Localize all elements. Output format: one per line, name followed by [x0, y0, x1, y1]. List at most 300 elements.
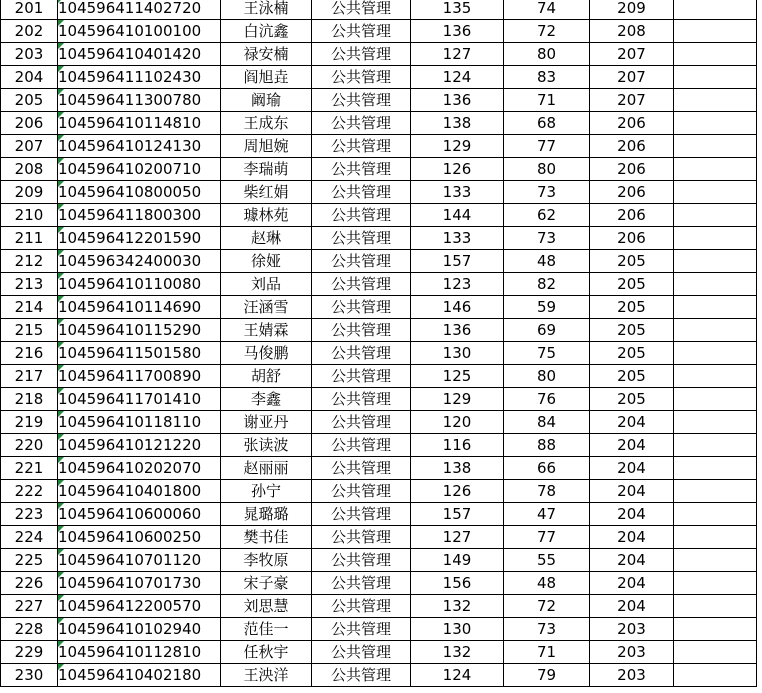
empty-cell[interactable] [674, 0, 757, 20]
empty-cell[interactable] [674, 227, 757, 250]
name-cell[interactable] [221, 572, 312, 595]
table-row [1, 158, 757, 181]
total-score-cell[interactable] [590, 135, 674, 158]
score-1-cell[interactable] [411, 480, 504, 503]
candidate-id-cell-text: 104596410800050 [58, 183, 202, 201]
total-score-cell-text: 206 [617, 206, 646, 224]
total-score-cell[interactable] [590, 526, 674, 549]
empty-cell[interactable] [674, 480, 757, 503]
candidate-id-cell[interactable] [58, 204, 221, 227]
score-1-cell[interactable] [411, 641, 504, 664]
seq-cell[interactable] [1, 227, 58, 250]
total-score-cell[interactable] [590, 158, 674, 181]
candidate-id-cell[interactable] [58, 480, 221, 503]
seq-cell[interactable] [1, 66, 58, 89]
candidate-id-cell[interactable] [58, 572, 221, 595]
name-cell[interactable] [221, 411, 312, 434]
score-1-cell[interactable] [411, 296, 504, 319]
score-2-cell[interactable] [504, 480, 590, 503]
score-1-cell[interactable] [411, 457, 504, 480]
seq-cell[interactable] [1, 595, 58, 618]
name-cell-text: 谢亚丹 [243, 413, 289, 431]
total-score-cell[interactable] [590, 549, 674, 572]
candidate-id-cell[interactable] [58, 641, 221, 664]
score-2-cell[interactable] [504, 572, 590, 595]
total-score-cell[interactable] [590, 296, 674, 319]
major-cell[interactable] [312, 181, 411, 204]
empty-cell[interactable] [674, 20, 757, 43]
score-2-cell[interactable] [504, 641, 590, 664]
major-cell[interactable] [312, 273, 411, 296]
score-2-cell[interactable] [504, 20, 590, 43]
seq-cell-text: 209 [14, 183, 44, 201]
score-2-cell[interactable] [504, 595, 590, 618]
seq-cell[interactable] [1, 273, 58, 296]
major-cell[interactable] [312, 641, 411, 664]
candidate-id-cell[interactable] [58, 457, 221, 480]
score-1-cell[interactable] [411, 273, 504, 296]
total-score-cell[interactable] [590, 365, 674, 388]
candidate-id-cell-text: 104596411300780 [58, 91, 202, 109]
major-cell[interactable] [312, 0, 411, 20]
score-1-cell[interactable] [411, 20, 504, 43]
candidate-id-cell[interactable] [58, 503, 221, 526]
seq-cell[interactable] [1, 158, 58, 181]
score-1-cell[interactable] [411, 411, 504, 434]
candidate-id-cell[interactable] [58, 135, 221, 158]
major-cell[interactable] [312, 204, 411, 227]
score-2-cell[interactable] [504, 365, 590, 388]
name-cell[interactable] [221, 595, 312, 618]
score-1-cell[interactable] [411, 526, 504, 549]
total-score-cell-text: 206 [617, 114, 646, 132]
name-cell[interactable] [221, 227, 312, 250]
error-indicator-icon [58, 342, 64, 348]
score-2-cell[interactable] [504, 342, 590, 365]
total-score-cell[interactable] [590, 388, 674, 411]
candidate-id-cell[interactable] [58, 158, 221, 181]
score-2-cell[interactable] [504, 296, 590, 319]
name-cell[interactable] [221, 480, 312, 503]
empty-cell[interactable] [674, 89, 757, 112]
seq-cell[interactable] [1, 181, 58, 204]
score-1-cell[interactable] [411, 43, 504, 66]
candidate-id-cell[interactable] [58, 227, 221, 250]
score-1-cell-text: 132 [442, 643, 472, 661]
empty-cell[interactable] [674, 595, 757, 618]
total-score-cell[interactable] [590, 572, 674, 595]
total-score-cell[interactable] [590, 342, 674, 365]
seq-cell[interactable] [1, 296, 58, 319]
score-2-cell[interactable] [504, 158, 590, 181]
score-1-cell-text: 127 [442, 45, 472, 63]
total-score-cell[interactable] [590, 411, 674, 434]
total-score-cell[interactable] [590, 0, 674, 20]
major-cell[interactable] [312, 250, 411, 273]
score-1-cell[interactable] [411, 319, 504, 342]
empty-cell[interactable] [674, 664, 757, 687]
name-cell[interactable] [221, 457, 312, 480]
candidate-id-cell[interactable] [58, 112, 221, 135]
major-cell[interactable] [312, 618, 411, 641]
score-2-cell[interactable] [504, 227, 590, 250]
total-score-cell-text: 206 [617, 160, 646, 178]
empty-cell[interactable] [674, 319, 757, 342]
empty-cell[interactable] [674, 112, 757, 135]
seq-cell[interactable] [1, 0, 58, 20]
score-1-cell-text: 124 [442, 666, 472, 684]
name-cell-text: 范佳一 [243, 620, 289, 638]
name-cell-text: 李瑞萌 [243, 160, 289, 178]
score-1-cell[interactable] [411, 0, 504, 20]
table-row [1, 549, 757, 572]
seq-cell[interactable] [1, 480, 58, 503]
error-indicator-icon [58, 227, 64, 233]
score-2-cell-text: 47 [536, 505, 557, 523]
seq-cell[interactable] [1, 503, 58, 526]
seq-cell[interactable] [1, 618, 58, 641]
score-2-cell[interactable] [504, 250, 590, 273]
name-cell[interactable] [221, 296, 312, 319]
major-cell[interactable] [312, 342, 411, 365]
score-2-cell[interactable] [504, 0, 590, 20]
score-2-cell[interactable] [504, 181, 590, 204]
candidate-id-cell-text: 104596410100100 [58, 22, 202, 40]
empty-cell[interactable] [674, 618, 757, 641]
total-score-cell[interactable] [590, 273, 674, 296]
score-2-cell[interactable] [504, 43, 590, 66]
empty-cell[interactable] [674, 434, 757, 457]
score-1-cell-text: 129 [442, 137, 472, 155]
score-1-cell[interactable] [411, 135, 504, 158]
major-cell[interactable] [312, 66, 411, 89]
name-cell[interactable] [221, 618, 312, 641]
name-cell[interactable] [221, 20, 312, 43]
seq-cell-text: 204 [14, 68, 44, 86]
seq-cell-text: 201 [14, 0, 44, 17]
score-2-cell[interactable] [504, 457, 590, 480]
total-score-cell[interactable] [590, 319, 674, 342]
major-cell[interactable] [312, 135, 411, 158]
score-1-cell-text: 136 [442, 91, 472, 109]
name-cell-text: 胡舒 [250, 367, 281, 385]
major-cell[interactable] [312, 112, 411, 135]
major-cell[interactable] [312, 595, 411, 618]
seq-cell[interactable] [1, 135, 58, 158]
score-1-cell[interactable] [411, 365, 504, 388]
major-cell[interactable] [312, 549, 411, 572]
seq-cell-text: 202 [14, 22, 44, 40]
name-cell[interactable] [221, 158, 312, 181]
score-2-cell[interactable] [504, 388, 590, 411]
major-cell[interactable] [312, 20, 411, 43]
name-cell[interactable] [221, 549, 312, 572]
score-2-cell[interactable] [504, 411, 590, 434]
empty-cell[interactable] [674, 250, 757, 273]
score-2-cell[interactable] [504, 618, 590, 641]
error-indicator-icon [58, 0, 64, 3]
score-1-cell[interactable] [411, 89, 504, 112]
score-2-cell[interactable] [504, 66, 590, 89]
score-1-cell[interactable] [411, 66, 504, 89]
score-2-cell-text: 77 [536, 137, 557, 155]
major-cell[interactable] [312, 411, 411, 434]
major-cell[interactable] [312, 158, 411, 181]
name-cell[interactable] [221, 526, 312, 549]
name-cell[interactable] [221, 388, 312, 411]
score-1-cell[interactable] [411, 112, 504, 135]
score-1-cell[interactable] [411, 181, 504, 204]
score-1-cell[interactable] [411, 549, 504, 572]
candidate-id-cell[interactable] [58, 296, 221, 319]
candidate-id-cell[interactable] [58, 250, 221, 273]
seq-cell[interactable] [1, 388, 58, 411]
major-cell-text: 公共管理 [330, 344, 391, 362]
total-score-cell-text: 205 [617, 367, 646, 385]
total-score-cell[interactable] [590, 227, 674, 250]
seq-cell[interactable] [1, 204, 58, 227]
empty-cell[interactable] [674, 388, 757, 411]
score-2-cell-text: 55 [536, 551, 557, 569]
empty-cell[interactable] [674, 365, 757, 388]
candidate-id-cell-text: 104596410200710 [58, 160, 202, 178]
total-score-cell[interactable] [590, 641, 674, 664]
name-cell[interactable] [221, 342, 312, 365]
major-cell[interactable] [312, 664, 411, 687]
score-1-cell[interactable] [411, 572, 504, 595]
seq-cell[interactable] [1, 43, 58, 66]
score-1-cell[interactable] [411, 250, 504, 273]
candidate-id-cell[interactable] [58, 66, 221, 89]
score-1-cell[interactable] [411, 388, 504, 411]
seq-cell[interactable] [1, 411, 58, 434]
name-cell-text: 孙宁 [250, 482, 281, 500]
score-2-cell[interactable] [504, 549, 590, 572]
score-2-cell[interactable] [504, 319, 590, 342]
empty-cell[interactable] [674, 457, 757, 480]
seq-cell[interactable] [1, 112, 58, 135]
score-2-cell[interactable] [504, 204, 590, 227]
candidate-id-cell[interactable] [58, 181, 221, 204]
error-indicator-icon [58, 480, 64, 486]
total-score-cell[interactable] [590, 250, 674, 273]
major-cell-text: 公共管理 [330, 114, 391, 132]
major-cell[interactable] [312, 457, 411, 480]
total-score-cell-text: 205 [617, 252, 646, 270]
seq-cell-text: 219 [14, 413, 44, 431]
score-2-cell[interactable] [504, 112, 590, 135]
major-cell-text: 公共管理 [330, 298, 391, 316]
total-score-cell[interactable] [590, 457, 674, 480]
major-cell[interactable] [312, 89, 411, 112]
empty-cell[interactable] [674, 181, 757, 204]
major-cell[interactable] [312, 480, 411, 503]
total-score-cell[interactable] [590, 503, 674, 526]
seq-cell[interactable] [1, 365, 58, 388]
candidate-id-cell[interactable] [58, 434, 221, 457]
name-cell[interactable] [221, 319, 312, 342]
total-score-cell[interactable] [590, 664, 674, 687]
candidate-id-cell[interactable] [58, 365, 221, 388]
seq-cell[interactable] [1, 526, 58, 549]
score-1-cell-text: 133 [442, 229, 472, 247]
name-cell[interactable] [221, 365, 312, 388]
total-score-cell[interactable] [590, 43, 674, 66]
candidate-id-cell[interactable] [58, 89, 221, 112]
major-cell[interactable] [312, 296, 411, 319]
empty-cell[interactable] [674, 411, 757, 434]
major-cell[interactable] [312, 503, 411, 526]
major-cell[interactable] [312, 365, 411, 388]
empty-cell[interactable] [674, 572, 757, 595]
name-cell[interactable] [221, 250, 312, 273]
candidate-id-cell[interactable] [58, 43, 221, 66]
major-cell[interactable] [312, 526, 411, 549]
score-2-cell[interactable] [504, 526, 590, 549]
name-cell[interactable] [221, 664, 312, 687]
error-indicator-icon [58, 365, 64, 371]
empty-cell[interactable] [674, 66, 757, 89]
major-cell[interactable] [312, 43, 411, 66]
major-cell[interactable] [312, 388, 411, 411]
score-1-cell-text: 136 [442, 321, 472, 339]
score-2-cell[interactable] [504, 664, 590, 687]
candidate-id-cell[interactable] [58, 388, 221, 411]
name-cell[interactable] [221, 273, 312, 296]
major-cell-text: 公共管理 [330, 275, 391, 293]
major-cell-text: 公共管理 [330, 91, 391, 109]
name-cell[interactable] [221, 503, 312, 526]
candidate-id-cell[interactable] [58, 319, 221, 342]
name-cell-text: 白沆鑫 [243, 22, 289, 40]
empty-cell[interactable] [674, 503, 757, 526]
total-score-cell[interactable] [590, 181, 674, 204]
score-2-cell-text: 73 [536, 620, 557, 638]
score-1-cell[interactable] [411, 434, 504, 457]
total-score-cell[interactable] [590, 618, 674, 641]
seq-cell[interactable] [1, 641, 58, 664]
major-cell-text: 公共管理 [330, 643, 391, 661]
major-cell-text: 公共管理 [330, 321, 391, 339]
candidate-id-cell[interactable] [58, 411, 221, 434]
table-row [1, 227, 757, 250]
name-cell[interactable] [221, 181, 312, 204]
empty-cell[interactable] [674, 342, 757, 365]
total-score-cell[interactable] [590, 595, 674, 618]
name-cell[interactable] [221, 43, 312, 66]
error-indicator-icon [58, 549, 64, 555]
candidate-id-cell[interactable] [58, 664, 221, 687]
name-cell[interactable] [221, 89, 312, 112]
empty-cell[interactable] [674, 273, 757, 296]
seq-cell[interactable] [1, 434, 58, 457]
score-2-cell[interactable] [504, 273, 590, 296]
name-cell[interactable] [221, 434, 312, 457]
major-cell[interactable] [312, 319, 411, 342]
score-1-cell[interactable] [411, 342, 504, 365]
score-1-cell[interactable] [411, 204, 504, 227]
major-cell-text: 公共管理 [330, 505, 391, 523]
score-1-cell-text: 116 [442, 436, 472, 454]
empty-cell[interactable] [674, 135, 757, 158]
candidate-id-cell-text: 104596411402720 [58, 0, 202, 17]
empty-cell[interactable] [674, 296, 757, 319]
score-1-cell[interactable] [411, 664, 504, 687]
empty-cell[interactable] [674, 641, 757, 664]
seq-cell-text: 221 [14, 459, 44, 477]
name-cell[interactable] [221, 135, 312, 158]
empty-cell[interactable] [674, 158, 757, 181]
candidate-id-cell[interactable] [58, 0, 221, 20]
candidate-id-cell[interactable] [58, 618, 221, 641]
table-row [1, 43, 757, 66]
score-1-cell[interactable] [411, 618, 504, 641]
score-2-cell[interactable] [504, 135, 590, 158]
score-1-cell[interactable] [411, 227, 504, 250]
name-cell[interactable] [221, 204, 312, 227]
error-indicator-icon [58, 526, 64, 532]
candidate-id-cell[interactable] [58, 595, 221, 618]
name-cell[interactable] [221, 0, 312, 20]
score-2-cell[interactable] [504, 434, 590, 457]
total-score-cell[interactable] [590, 89, 674, 112]
name-cell[interactable] [221, 66, 312, 89]
score-1-cell[interactable] [411, 503, 504, 526]
seq-cell[interactable] [1, 342, 58, 365]
total-score-cell[interactable] [590, 20, 674, 43]
major-cell-text: 公共管理 [330, 620, 391, 638]
score-2-cell[interactable] [504, 89, 590, 112]
total-score-cell[interactable] [590, 480, 674, 503]
score-1-cell-text: 123 [442, 275, 472, 293]
seq-cell[interactable] [1, 250, 58, 273]
empty-cell[interactable] [674, 526, 757, 549]
seq-cell[interactable] [1, 549, 58, 572]
empty-cell[interactable] [674, 549, 757, 572]
seq-cell[interactable] [1, 457, 58, 480]
total-score-cell[interactable] [590, 204, 674, 227]
empty-cell[interactable] [674, 43, 757, 66]
name-cell[interactable] [221, 641, 312, 664]
score-1-cell-text: 157 [442, 505, 472, 523]
total-score-cell[interactable] [590, 434, 674, 457]
candidate-id-cell[interactable] [58, 342, 221, 365]
total-score-cell[interactable] [590, 66, 674, 89]
candidate-id-cell[interactable] [58, 20, 221, 43]
candidate-id-cell[interactable] [58, 273, 221, 296]
score-1-cell[interactable] [411, 158, 504, 181]
error-indicator-icon [58, 112, 64, 118]
name-cell[interactable] [221, 112, 312, 135]
score-2-cell-text: 83 [536, 68, 557, 86]
total-score-cell-text: 209 [617, 0, 646, 17]
major-cell[interactable] [312, 227, 411, 250]
name-cell-text: 王婧霖 [243, 321, 289, 339]
candidate-id-cell[interactable] [58, 526, 221, 549]
candidate-id-cell[interactable] [58, 549, 221, 572]
empty-cell[interactable] [674, 204, 757, 227]
total-score-cell[interactable] [590, 112, 674, 135]
seq-cell[interactable] [1, 89, 58, 112]
seq-cell[interactable] [1, 20, 58, 43]
seq-cell[interactable] [1, 664, 58, 687]
seq-cell[interactable] [1, 572, 58, 595]
major-cell[interactable] [312, 572, 411, 595]
score-1-cell[interactable] [411, 595, 504, 618]
score-2-cell[interactable] [504, 503, 590, 526]
major-cell[interactable] [312, 434, 411, 457]
seq-cell[interactable] [1, 319, 58, 342]
